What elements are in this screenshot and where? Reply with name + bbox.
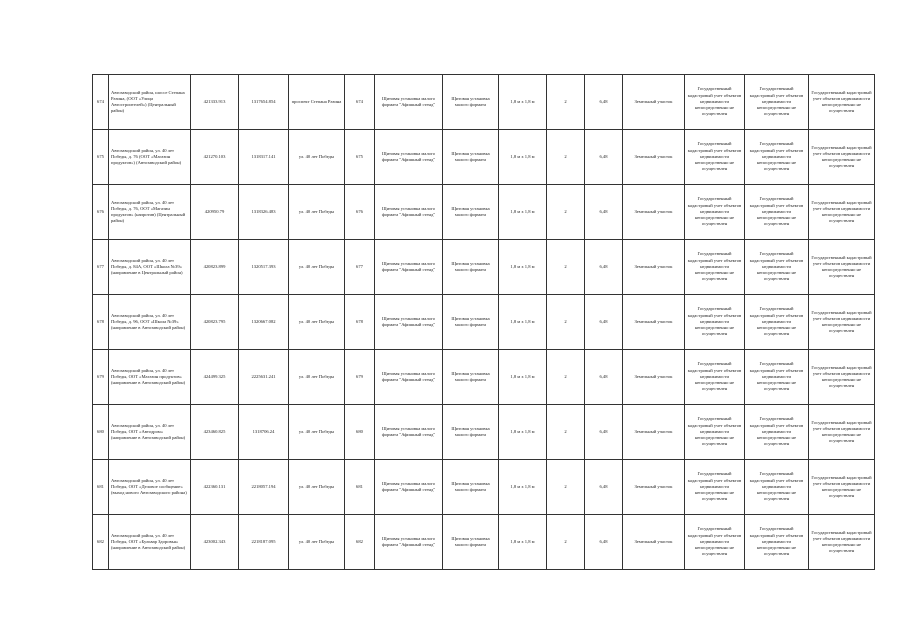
- address-cell: Автозаводский район, ул. 40 лет Победы, ООТ «Деловое сообщение» (выход нового Автозаводского района): [109, 460, 191, 515]
- area-cell: 6,48: [585, 75, 623, 130]
- land-type-cell: Земельный участок: [623, 130, 685, 185]
- table-row: [93, 515, 875, 570]
- land-type-cell: Земельный участок: [623, 350, 685, 405]
- land-type-cell: Земельный участок: [623, 295, 685, 350]
- address-cell: Автозаводский район, ул. 40 лет Победы, д. 96, ООТ «Школа №39» (направление в Автозаводский район): [109, 295, 191, 350]
- land-type-cell: Земельный участок: [623, 185, 685, 240]
- structure-kind-cell: Щитовая установка малого формата: [443, 460, 499, 515]
- position-number-cell: 681: [345, 460, 375, 515]
- structure-type-cell: Щитовая установка малого формата "Афишный стенд": [375, 185, 443, 240]
- y-coordinate-cell: 2225631.241: [239, 350, 289, 405]
- address-cell: Автозаводский район, ул. 40 лет Победы, ООТ «Магазин продуктов» (направление в Автозаводский район): [109, 350, 191, 405]
- position-number-cell: 682: [345, 515, 375, 570]
- cadastral-status-cell: Государственный кадастровый учет объектов недвижимости непосредственно не осуществлен: [745, 350, 809, 405]
- land-type-cell: Земельный участок: [623, 460, 685, 515]
- size-cell: 1,8 м х 1,8 м: [499, 295, 547, 350]
- structure-type-cell: Щитовая установка малого формата "Афишный стенд": [375, 295, 443, 350]
- x-coordinate-cell: 421333.913: [191, 75, 239, 130]
- size-cell: 1,8 м х 1,8 м: [499, 130, 547, 185]
- street-cell: ул. 40 лет Победы: [289, 515, 345, 570]
- street-cell: проспект Степана Разина: [289, 75, 345, 130]
- x-coordinate-cell: 422360.131: [191, 460, 239, 515]
- structure-type-cell: Щитовая установка малого формата "Афишный стенд": [375, 75, 443, 130]
- cadastral-status-cell: Государственный кадастровый учет объектов недвижимости непосредственно не осуществлен: [745, 515, 809, 570]
- structure-type-cell: Щитовая установка малого формата "Афишный стенд": [375, 460, 443, 515]
- size-cell: 1,8 м х 1,8 м: [499, 75, 547, 130]
- structure-type-cell: Щитовая установка малого формата "Афишный стенд": [375, 350, 443, 405]
- cadastral-status-cell: Государственный кадастровый учет объектов недвижимости непосредственно не осуществлен: [809, 240, 875, 295]
- sides-count-cell: 2: [547, 75, 585, 130]
- x-coordinate-cell: 423002.343: [191, 515, 239, 570]
- cadastral-status-cell: Государственный кадастровый учет объектов недвижимости непосредственно не осуществлен: [809, 515, 875, 570]
- y-coordinate-cell: 1317654.854: [239, 75, 289, 130]
- structure-type-cell: Щитовая установка малого формата "Афишный стенд": [375, 405, 443, 460]
- structure-type-cell: Щитовая установка малого формата "Афишный стенд": [375, 240, 443, 295]
- cadastral-status-cell: Государственный кадастровый учет объектов недвижимости непосредственно не осуществлен: [685, 75, 745, 130]
- land-type-cell: Земельный участок: [623, 405, 685, 460]
- position-number-cell: 675: [345, 130, 375, 185]
- sides-count-cell: 2: [547, 240, 585, 295]
- sides-count-cell: 2: [547, 405, 585, 460]
- address-cell: Автозаводский район, ул. 40 лет Победы, д. 76 (ООТ «Магазин продуктов») (Автозаводский район): [109, 130, 191, 185]
- table-row: [93, 405, 875, 460]
- address-cell: Автозаводский район, ул. 40 лет Победы, ООТ «Бульвар Здоровья» (направление в Автозаводский район): [109, 515, 191, 570]
- structure-kind-cell: Щитовая установка малого формата: [443, 295, 499, 350]
- street-cell: ул. 40 лет Победы: [289, 185, 345, 240]
- area-cell: 6,48: [585, 405, 623, 460]
- cadastral-status-cell: Государственный кадастровый учет объектов недвижимости непосредственно не осуществлен: [685, 460, 745, 515]
- size-cell: 1,8 м х 1,8 м: [499, 460, 547, 515]
- area-cell: 6,48: [585, 350, 623, 405]
- cadastral-status-cell: Государственный кадастровый учет объектов недвижимости непосредственно не осуществлен: [809, 295, 875, 350]
- structure-type-cell: Щитовая установка малого формата "Афишный стенд": [375, 130, 443, 185]
- cadastral-status-cell: Государственный кадастровый учет объектов недвижимости непосредственно не осуществлен: [745, 405, 809, 460]
- structure-kind-cell: Щитовая установка малого формата: [443, 405, 499, 460]
- area-cell: 6,48: [585, 130, 623, 185]
- table-row: [93, 185, 875, 240]
- street-cell: ул. 40 лет Победы: [289, 240, 345, 295]
- land-type-cell: Земельный участок: [623, 240, 685, 295]
- row-number: 676: [93, 185, 109, 240]
- structure-kind-cell: Щитовая установка малого формата: [443, 75, 499, 130]
- cadastral-status-cell: Государственный кадастровый учет объектов недвижимости непосредственно не осуществлен: [809, 350, 875, 405]
- x-coordinate-cell: 421270.103: [191, 130, 239, 185]
- position-number-cell: 674: [345, 75, 375, 130]
- table-row: [93, 350, 875, 405]
- cadastral-status-cell: Государственный кадастровый учет объектов недвижимости непосредственно не осуществлен: [685, 295, 745, 350]
- size-cell: 1,8 м х 1,8 м: [499, 515, 547, 570]
- sides-count-cell: 2: [547, 295, 585, 350]
- row-number: 680: [93, 405, 109, 460]
- table-row: [93, 75, 875, 130]
- table-row: [93, 130, 875, 185]
- cadastral-status-cell: Государственный кадастровый учет объектов недвижимости непосредственно не осуществлен: [809, 130, 875, 185]
- sides-count-cell: 2: [547, 185, 585, 240]
- address-cell: Автозаводский район, шоссе Степана Разина, (ООТ «Улица Автостроителей») (Центральный район): [109, 75, 191, 130]
- address-cell: Автозаводский район, ул. 40 лет Победы, д. 76, ООТ «Магазин продуктов» (напротив) (Центральный район): [109, 185, 191, 240]
- y-coordinate-cell: 1318326.483: [239, 185, 289, 240]
- position-number-cell: 677: [345, 240, 375, 295]
- table-row: [93, 460, 875, 515]
- structure-kind-cell: Щитовая установка малого формата: [443, 185, 499, 240]
- table-row: [93, 240, 875, 295]
- x-coordinate-cell: 420950.79: [191, 185, 239, 240]
- cadastral-status-cell: Государственный кадастровый учет объектов недвижимости непосредственно не осуществлен: [809, 405, 875, 460]
- sides-count-cell: 2: [547, 350, 585, 405]
- cadastral-status-cell: Государственный кадастровый учет объектов недвижимости непосредственно не осуществлен: [745, 240, 809, 295]
- area-cell: 6,48: [585, 295, 623, 350]
- cadastral-status-cell: Государственный кадастровый учет объектов недвижимости непосредственно не осуществлен: [809, 185, 875, 240]
- structure-kind-cell: Щитовая установка малого формата: [443, 240, 499, 295]
- sides-count-cell: 2: [547, 515, 585, 570]
- size-cell: 1,8 м х 1,8 м: [499, 405, 547, 460]
- structure-kind-cell: Щитовая установка малого формата: [443, 515, 499, 570]
- cadastral-status-cell: Государственный кадастровый учет объектов недвижимости непосредственно не осуществлен: [809, 75, 875, 130]
- street-cell: ул. 40 лет Победы: [289, 295, 345, 350]
- address-cell: Автозаводский район, ул. 40 лет Победы, д. 84А, ООТ «Школа №39» (направление в Центральный район): [109, 240, 191, 295]
- y-coordinate-cell: 1320517.393: [239, 240, 289, 295]
- position-number-cell: 679: [345, 350, 375, 405]
- x-coordinate-cell: 420823.899: [191, 240, 239, 295]
- position-number-cell: 676: [345, 185, 375, 240]
- y-coordinate-cell: 1318706.24: [239, 405, 289, 460]
- cadastral-status-cell: Государственный кадастровый учет объектов недвижимости непосредственно не осуществлен: [685, 185, 745, 240]
- x-coordinate-cell: 424499.325: [191, 350, 239, 405]
- cadastral-status-cell: Государственный кадастровый учет объектов недвижимости непосредственно не осуществлен: [745, 75, 809, 130]
- cadastral-status-cell: Государственный кадастровый учет объектов недвижимости непосредственно не осуществлен: [745, 295, 809, 350]
- registry-table: [92, 74, 875, 570]
- y-coordinate-cell: 1318317.141: [239, 130, 289, 185]
- area-cell: 6,48: [585, 515, 623, 570]
- table-row: [93, 295, 875, 350]
- position-number-cell: 678: [345, 295, 375, 350]
- y-coordinate-cell: 2218057.194: [239, 460, 289, 515]
- structure-kind-cell: Щитовая установка малого формата: [443, 130, 499, 185]
- cadastral-status-cell: Государственный кадастровый учет объектов недвижимости непосредственно не осуществлен: [745, 185, 809, 240]
- cadastral-status-cell: Государственный кадастровый учет объектов недвижимости непосредственно не осуществлен: [745, 460, 809, 515]
- area-cell: 6,48: [585, 185, 623, 240]
- row-number: 678: [93, 295, 109, 350]
- land-type-cell: Земельный участок: [623, 75, 685, 130]
- area-cell: 6,48: [585, 240, 623, 295]
- address-cell: Автозаводский район, ул. 40 лет Победы, ООТ «Автодром» (направление в Автозаводский район): [109, 405, 191, 460]
- cadastral-status-cell: Государственный кадастровый учет объектов недвижимости непосредственно не осуществлен: [685, 130, 745, 185]
- y-coordinate-cell: 1320667.082: [239, 295, 289, 350]
- y-coordinate-cell: 2218187.095: [239, 515, 289, 570]
- street-cell: ул. 40 лет Победы: [289, 405, 345, 460]
- row-number: 677: [93, 240, 109, 295]
- cadastral-status-cell: Государственный кадастровый учет объектов недвижимости непосредственно не осуществлен: [685, 350, 745, 405]
- cadastral-status-cell: Государственный кадастровый учет объектов недвижимости непосредственно не осуществлен: [685, 515, 745, 570]
- cadastral-status-cell: Государственный кадастровый учет объектов недвижимости непосредственно не осуществлен: [809, 460, 875, 515]
- size-cell: 1,8 м х 1,8 м: [499, 240, 547, 295]
- position-number-cell: 680: [345, 405, 375, 460]
- size-cell: 1,8 м х 1,8 м: [499, 185, 547, 240]
- size-cell: 1,8 м х 1,8 м: [499, 350, 547, 405]
- row-number: 679: [93, 350, 109, 405]
- row-number: 675: [93, 130, 109, 185]
- row-number: 674: [93, 75, 109, 130]
- x-coordinate-cell: 423460.825: [191, 405, 239, 460]
- structure-kind-cell: Щитовая установка малого формата: [443, 350, 499, 405]
- street-cell: ул. 40 лет Победы: [289, 460, 345, 515]
- area-cell: 6,48: [585, 460, 623, 515]
- cadastral-status-cell: Государственный кадастровый учет объектов недвижимости непосредственно не осуществлен: [685, 240, 745, 295]
- street-cell: ул. 40 лет Победы: [289, 350, 345, 405]
- row-number: 681: [93, 460, 109, 515]
- row-number: 682: [93, 515, 109, 570]
- cadastral-status-cell: Государственный кадастровый учет объектов недвижимости непосредственно не осуществлен: [685, 405, 745, 460]
- land-type-cell: Земельный участок: [623, 515, 685, 570]
- street-cell: ул. 40 лет Победы: [289, 130, 345, 185]
- sides-count-cell: 2: [547, 460, 585, 515]
- sides-count-cell: 2: [547, 130, 585, 185]
- structure-type-cell: Щитовая установка малого формата "Афишный стенд": [375, 515, 443, 570]
- cadastral-status-cell: Государственный кадастровый учет объектов недвижимости непосредственно не осуществлен: [745, 130, 809, 185]
- x-coordinate-cell: 420823.795: [191, 295, 239, 350]
